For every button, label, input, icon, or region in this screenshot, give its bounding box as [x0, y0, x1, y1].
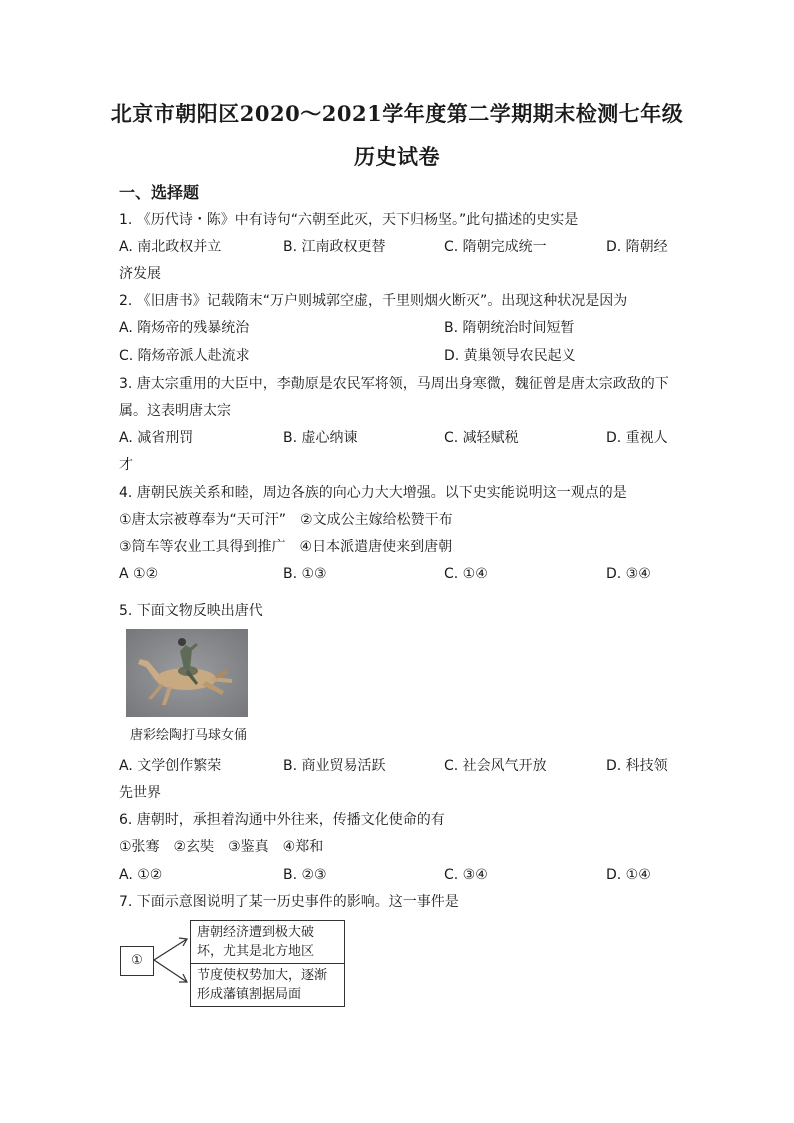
q5-option-d-wrap: 先世界	[119, 785, 161, 801]
q1-option-c: C. 隋朝完成统一	[444, 239, 547, 255]
title-line-1: 北京市朝阳区2020～2021学年度第二学期期末检测七年级	[110, 101, 684, 126]
q1-option-d: D. 隋朝经	[606, 239, 668, 255]
q2-option-c: C. 隋炀帝派人赴流求	[119, 348, 250, 364]
q1-stem: 1. 《历代诗・陈》中有诗句“六朝至此灭，天下归杨坚。”此句描述的史实是	[119, 212, 579, 228]
q5-option-a: A. 文学创作繁荣	[119, 758, 222, 774]
q2-option-a: A. 隋炀帝的残暴统治	[119, 320, 250, 336]
q5-option-d: D. 科技领	[606, 758, 668, 774]
q4-option-c: C. ①④	[444, 566, 488, 582]
q2-option-b: B. 隋朝统治时间短暂	[444, 320, 575, 336]
q2-stem: 2. 《旧唐书》记载隋末“万户则城郭空虚，千里则烟火断灭”。出现这种状况是因为	[119, 293, 628, 309]
q1-option-d-wrap: 济发展	[119, 266, 161, 282]
q5-option-c: C. 社会风气开放	[444, 758, 547, 774]
q4-items-1: ①唐太宗被尊奉为“天可汗” ②文成公主嫁给松赞干布	[119, 512, 453, 528]
q3-option-b: B. 虚心纳谏	[283, 430, 358, 446]
q4-option-d: D. ③④	[606, 566, 651, 582]
q5-option-b: B. 商业贸易活跃	[283, 758, 386, 774]
q1-option-a: A. 南北政权并立	[119, 239, 222, 255]
polo-figurine-photo	[126, 629, 248, 717]
q1-option-b: B. 江南政权更替	[283, 239, 386, 255]
title-line-2: 历史试卷	[354, 144, 440, 169]
q4-stem: 4. 唐朝民族关系和睦，周边各族的向心力大大增强。以下史实能说明这一观点的是	[119, 485, 627, 501]
q6-option-d: D. ①④	[606, 867, 651, 883]
q5-stem: 5. 下面文物反映出唐代	[119, 603, 263, 619]
q2-option-d: D. 黄巢领导农民起义	[444, 348, 576, 364]
q4-option-b: B. ①③	[283, 566, 327, 582]
diagram-effect-warlords: 节度使权势加大，逐渐形成藩镇割据局面	[190, 963, 345, 1007]
q3-stem-cont: 属。这表明唐太宗	[119, 403, 231, 419]
horse-rider-icon	[126, 629, 248, 717]
diagram-arrows	[154, 925, 190, 995]
q4-items-2: ③筒车等农业工具得到推广 ④日本派遣唐使来到唐朝	[119, 539, 453, 555]
q4-option-a: A ①②	[119, 566, 159, 582]
q6-option-a: A. ①②	[119, 867, 163, 883]
diagram-source-box: ①	[120, 946, 154, 976]
q7-stem: 7. 下面示意图说明了某一历史事件的影响。这一事件是	[119, 894, 459, 910]
q3-option-d-wrap: 才	[119, 457, 133, 473]
q3-stem: 3. 唐太宗重用的大臣中，李勣原是农民军将领，马周出身寒微，魏征曾是唐太宗政敌的下	[119, 376, 669, 392]
photo-caption: 唐彩绘陶打马球女俑	[130, 728, 248, 743]
q3-option-a: A. 减省刑罚	[119, 430, 194, 446]
q6-items: ①张骞 ②玄奘 ③鉴真 ④郑和	[119, 839, 324, 855]
q3-option-c: C. 减轻赋税	[444, 430, 519, 446]
q6-option-b: B. ②③	[283, 867, 327, 883]
diagram-effect-economy: 唐朝经济遭到极大破坏，尤其是北方地区	[190, 920, 345, 964]
q6-option-c: C. ③④	[444, 867, 488, 883]
section-heading: 一、选择题	[119, 183, 200, 202]
q3-option-d: D. 重视人	[606, 430, 668, 446]
q6-stem: 6. 唐朝时，承担着沟通中外往来，传播文化使命的有	[119, 812, 445, 828]
